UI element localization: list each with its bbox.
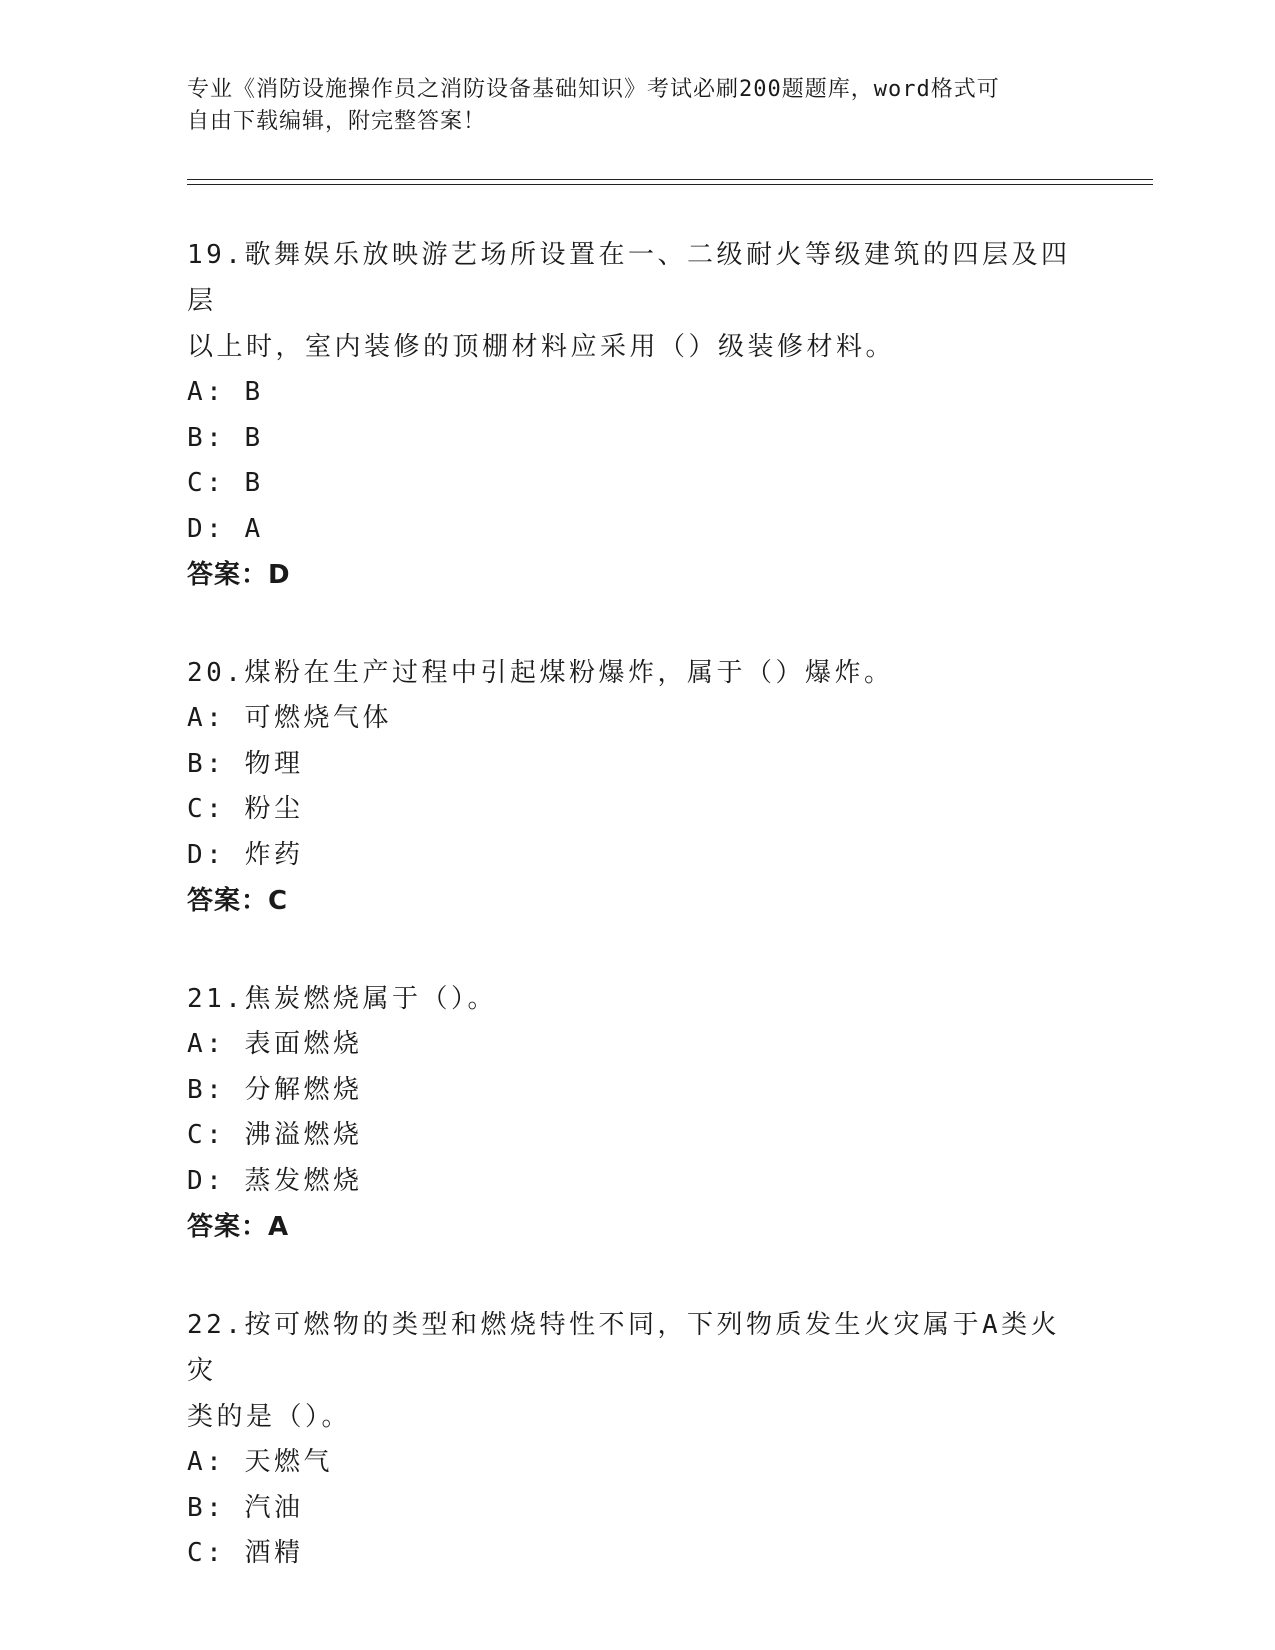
option-d: D: A: [187, 513, 264, 544]
page-header: [187, 74, 1067, 138]
option-b: B: 物理: [187, 748, 304, 779]
question-stem-line: 21.焦炭燃烧属于（）。: [187, 984, 497, 1014]
question-list: [187, 232, 1087, 1629]
question-20: [187, 650, 1087, 924]
option-b: B: 汽油: [187, 1492, 304, 1523]
header-divider-top: [187, 179, 1153, 180]
question-22: [187, 1302, 1087, 1577]
question-stem-line: 以上时，室内装修的顶棚材料应采用（）级装修材料。: [187, 332, 896, 362]
option-c: C: 粉尘: [187, 794, 304, 824]
option-c: C: 沸溢燃烧: [187, 1120, 363, 1150]
option-a: A: 可燃烧气体: [187, 703, 392, 733]
option-c: C: 酒精: [187, 1538, 304, 1568]
question-21: [187, 976, 1087, 1250]
answer: 答案：A: [187, 1212, 290, 1242]
question-stem-line: 19.歌舞娱乐放映游艺场所设置在一、二级耐火等级建筑的四层及四层: [187, 240, 1071, 316]
answer: 答案：C: [187, 886, 289, 916]
question-stem-line: 22.按可燃物的类型和燃烧特性不同，下列物质发生火灾属于A类火灾: [187, 1310, 1061, 1386]
option-a: A: 天燃气: [187, 1447, 333, 1477]
option-b: B: B: [187, 422, 264, 453]
option-d: D: 炸药: [187, 839, 304, 870]
option-a: A: B: [187, 377, 264, 407]
header-divider-bottom: [187, 184, 1153, 185]
option-b: B: 分解燃烧: [187, 1074, 363, 1105]
question-stem-line: 类的是（）。: [187, 1402, 352, 1432]
option-d: D: 蒸发燃烧: [187, 1165, 363, 1196]
question-stem-line: 20.煤粉在生产过程中引起煤粉爆炸，属于（）爆炸。: [187, 658, 894, 688]
option-a: A: 表面燃烧: [187, 1029, 363, 1059]
header-line-2: 自由下载编辑，附完整答案！: [187, 109, 487, 134]
question-19: [187, 232, 1087, 598]
option-c: C: B: [187, 468, 264, 498]
header-line-1: 专业《消防设施操作员之消防设备基础知识》考试必刷200题题库，word格式可: [187, 77, 1000, 102]
answer: 答案：D: [187, 560, 291, 590]
